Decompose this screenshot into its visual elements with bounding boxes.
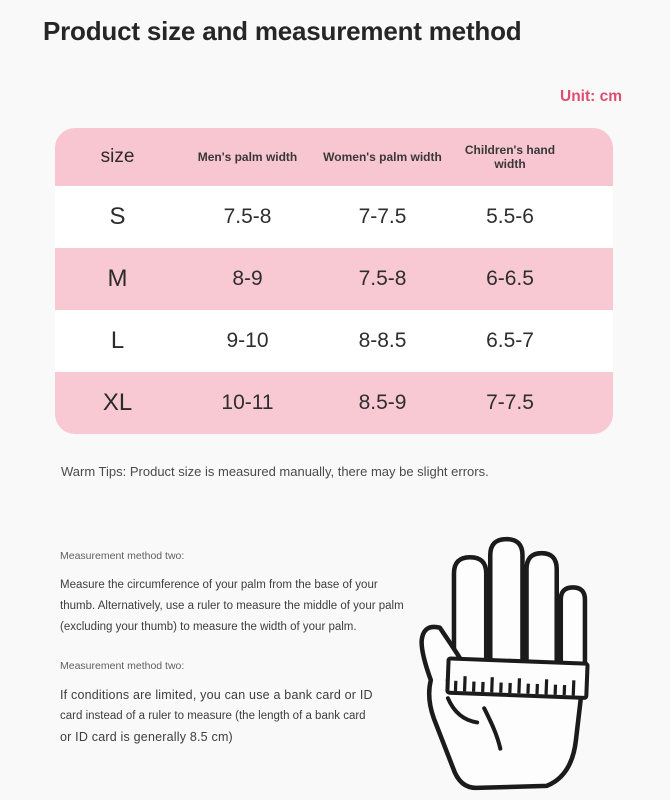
cell-men: 9-10 (226, 329, 269, 352)
method-label: Measurement method two: (60, 550, 185, 562)
cell-children: 5.5-6 (486, 205, 534, 228)
measurement-method-section-2 (60, 660, 410, 748)
cell-size: XL (102, 389, 133, 416)
method-label: Measurement method two: (60, 660, 185, 672)
column-header-women: Women's palm width (323, 150, 442, 164)
column-header-size: size (100, 146, 135, 167)
table-row (55, 372, 613, 434)
cell-size: S (109, 203, 126, 230)
measurement-method-section-1 (60, 550, 410, 638)
table-row (55, 310, 613, 372)
method-text-line: card instead of a ruler to measure (the length of a bank card (60, 710, 366, 722)
cell-men: 8-9 (232, 267, 263, 290)
cell-women: 8.5-9 (358, 391, 407, 414)
cell-men: 10-11 (221, 391, 274, 414)
method-text-line: If conditions are limited, you can use a bank card or ID (60, 688, 373, 702)
unit-note: Unit: cm (560, 88, 622, 105)
method-text-line: (excluding your thumb) to measure the width of your palm. (60, 621, 357, 633)
cell-children: 6-6.5 (486, 267, 534, 290)
cell-children: 6.5-7 (486, 329, 534, 352)
cell-women: 8-8.5 (358, 329, 407, 352)
hand-with-ruler-icon (402, 527, 647, 799)
cell-size: M (107, 265, 128, 292)
size-table (55, 128, 613, 434)
method-text-line: Measure the circumference of your palm from the base of your (60, 579, 378, 591)
table-row (55, 248, 613, 310)
table-row (55, 186, 613, 248)
cell-men: 7.5-8 (223, 205, 272, 228)
cell-children: 7-7.5 (486, 391, 534, 414)
page-title: Product size and measurement method (43, 16, 522, 46)
size-table-header (55, 128, 613, 186)
cell-women: 7-7.5 (358, 205, 407, 228)
column-header-children: Children's hand width (464, 143, 556, 171)
method-text-line: or ID card is generally 8.5 cm) (60, 730, 233, 744)
warm-tips-note: Warm Tips: Product size is measured manually, there may be slight errors. (61, 464, 489, 479)
cell-women: 7.5-8 (358, 267, 407, 290)
column-header-men: Men's palm width (197, 150, 298, 164)
method-text-line: thumb. Alternatively, use a ruler to measure the middle of your palm (60, 600, 404, 612)
cell-size: L (110, 327, 125, 354)
